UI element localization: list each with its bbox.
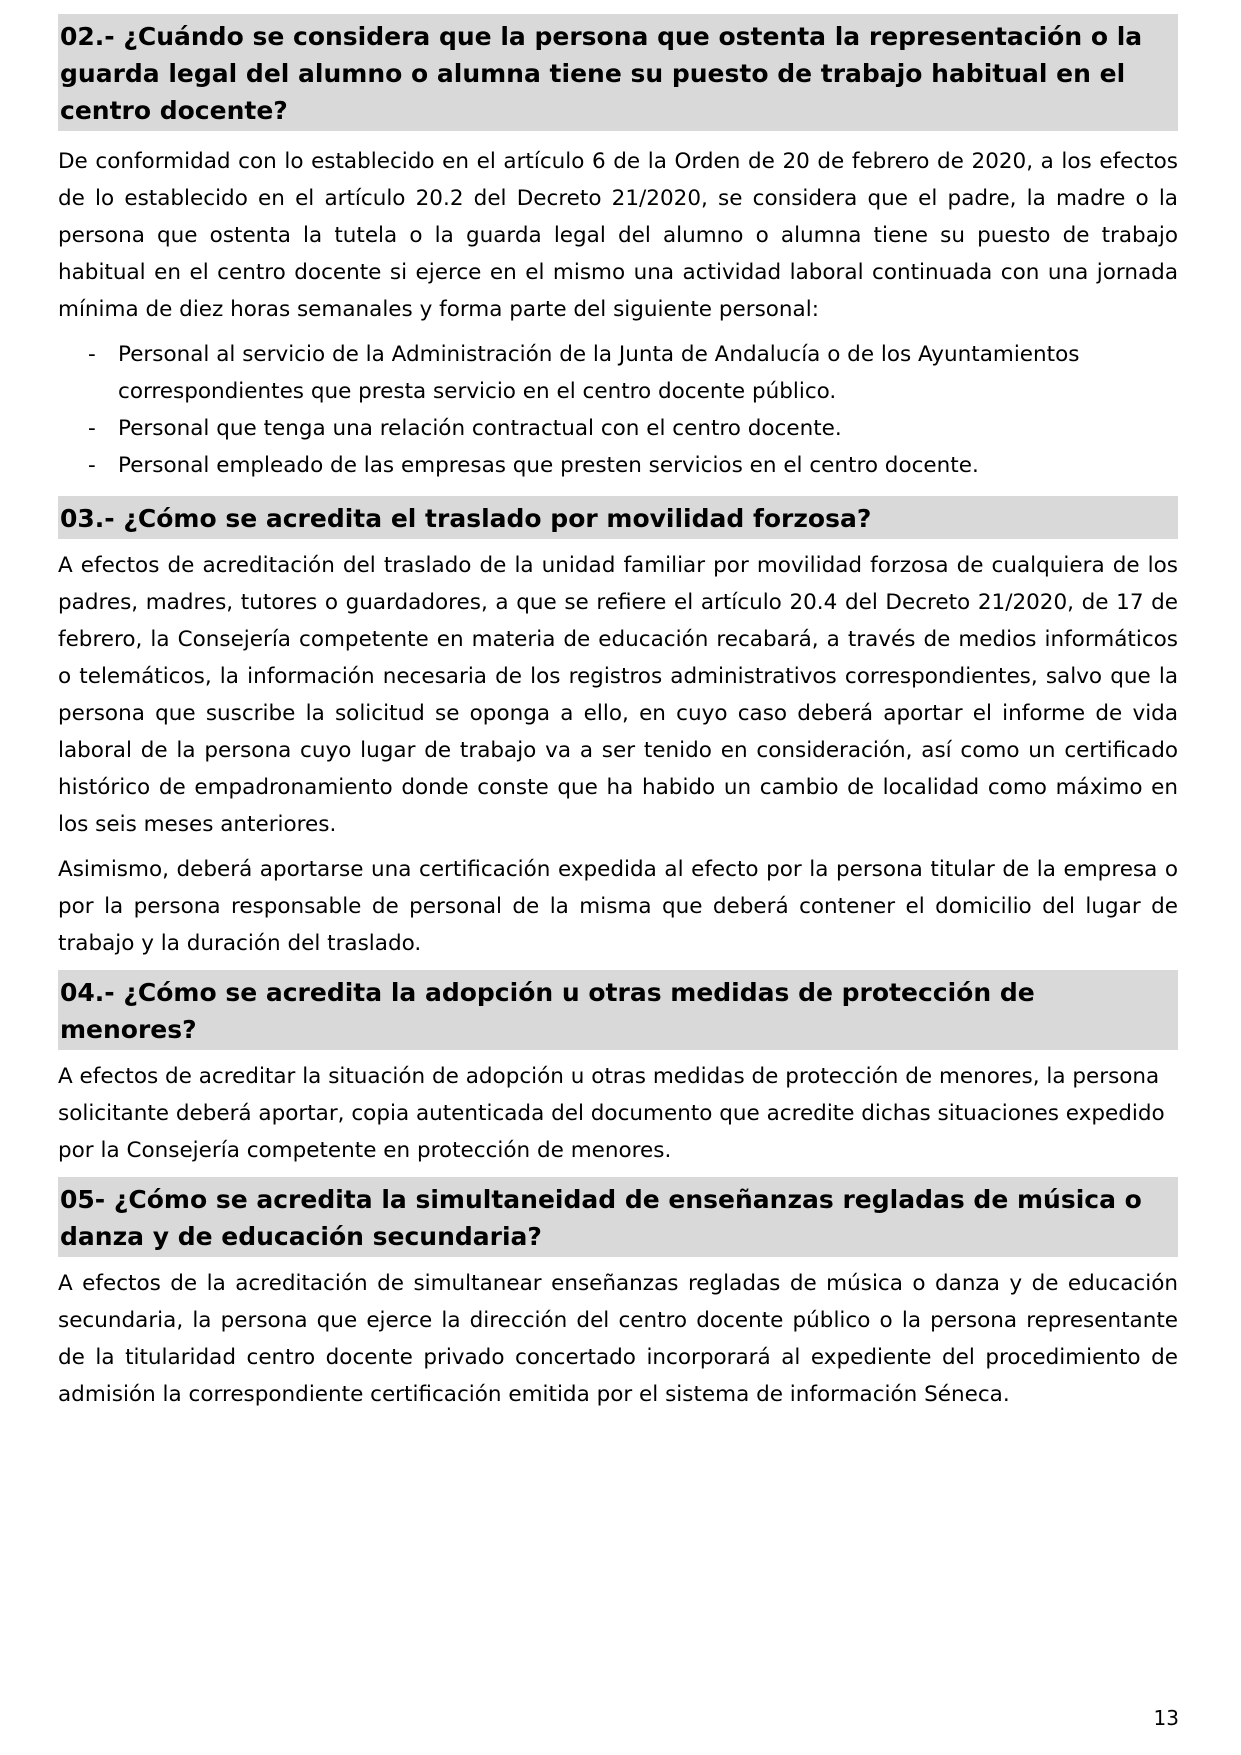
list-item-text: Personal al servicio de la Administración de la Junta de Andalucía o de los Ayuntamientos correspondientes que presta servicio en el centro docente público. [118, 342, 1080, 404]
list-item-text: Personal que tenga una relación contractual con el centro docente. [118, 416, 842, 441]
section-heading-05: 05- ¿Cómo se acredita la simultaneidad de enseñanzas regladas de música o danza y de educación secundaria? [58, 1177, 1178, 1257]
section-05-paragraph: A efectos de la acreditación de simultanear enseñanzas regladas de música o danza y de educación secundaria, la persona que ejerce la dirección del centro docente público o la persona representante de la titularidad centro docente privado concertado incorporará al expediente del procedimiento de admisión la correspondiente certificación emitida por el sistema de información Séneca. [58, 1271, 1178, 1407]
list-item [58, 336, 1178, 410]
section-heading-02: 02.- ¿Cuándo se considera que la persona que ostenta la representación o la guarda legal del alumno o alumna tiene su puesto de trabajo habitual en el centro docente? [58, 14, 1178, 131]
list-marker: - [88, 416, 96, 441]
document-page [58, 14, 1178, 1413]
list-item [58, 410, 1178, 447]
section-02-list [58, 336, 1178, 484]
section-03-paragraph-2: Asimismo, deberá aportarse una certificación expedida al efecto por la persona titular de la empresa o por la persona responsable de personal de la misma que deberá contener el domicilio del lugar de trabajo y la duración del traslado. [58, 857, 1178, 956]
list-marker: - [88, 453, 96, 478]
list-item [58, 447, 1178, 484]
list-marker: - [88, 342, 96, 367]
section-04-paragraph: A efectos de acreditar la situación de adopción u otras medidas de protección de menores, la persona solicitante deberá aportar, copia autenticada del documento que acredite dichas situaciones expedido por la Consejería competente en protección de menores. [58, 1064, 1165, 1163]
section-02-paragraph: De conformidad con lo establecido en el artículo 6 de la Orden de 20 de febrero de 2020, a los efectos de lo establecido en el artículo 20.2 del Decreto 21/2020, se considera que el padre, la madre o la persona que ostenta la tutela o la guarda legal del alumno o alumna tiene su puesto de trabajo habitual en el centro docente si ejerce en el mismo una actividad laboral continuada con una jornada mínima de diez horas semanales y forma parte del siguiente personal: [58, 149, 1178, 322]
section-03-paragraph-1: A efectos de acreditación del traslado de la unidad familiar por movilidad forzosa de cualquiera de los padres, madres, tutores o guardadores, a que se refiere el artículo 20.4 del Decreto 21/2020, de 17 de febrero, la Consejería competente en materia de educación recabará, a través de medios informáticos o telemáticos, la información necesaria de los registros administrativos correspondientes, salvo que la persona que suscribe la solicitud se oponga a ello, en cuyo caso deberá aportar el informe de vida laboral de la persona cuyo lugar de trabajo va a ser tenido en consideración, así como un certificado histórico de empadronamiento donde conste que ha habido un cambio de localidad como máximo en los seis meses anteriores. [58, 553, 1178, 837]
list-item-text: Personal empleado de las empresas que presten servicios en el centro docente. [118, 453, 979, 478]
section-heading-04: 04.- ¿Cómo se acredita la adopción u otras medidas de protección de menores? [58, 970, 1178, 1050]
section-heading-03: 03.- ¿Cómo se acredita el traslado por movilidad forzosa? [58, 496, 1178, 539]
page-number: 13 [1153, 1706, 1179, 1730]
